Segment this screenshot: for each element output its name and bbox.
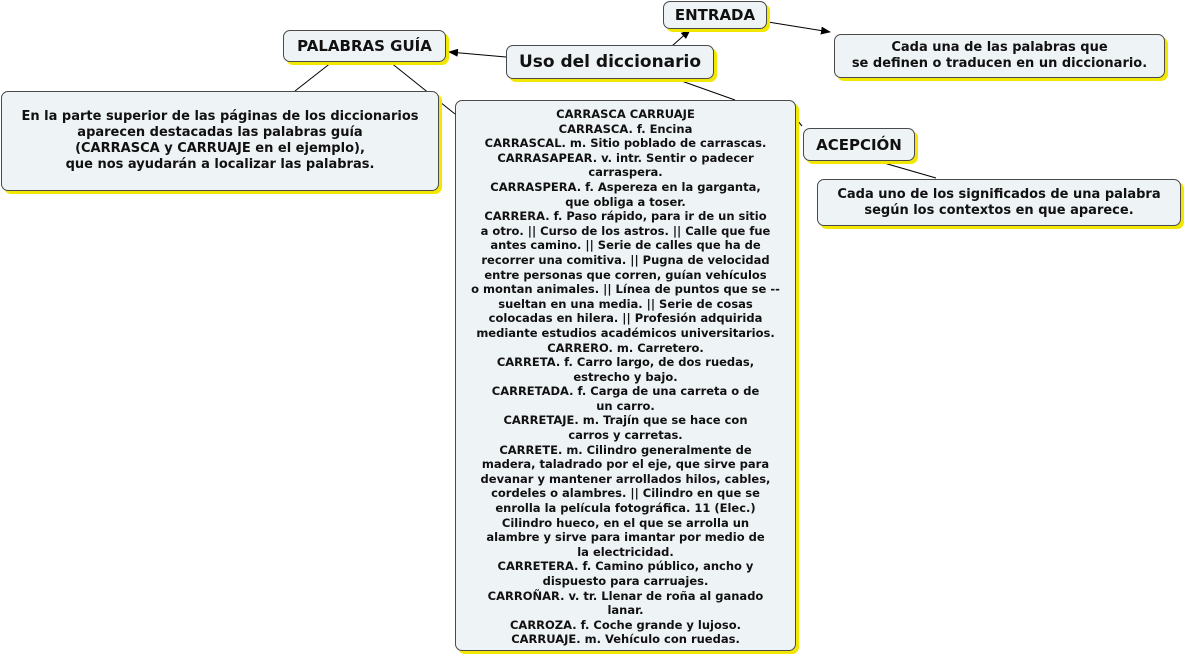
link-dict-acepcion: [797, 120, 802, 126]
center-concept-label: Uso del diccionario: [518, 52, 702, 72]
entrada-node[interactable]: [663, 1, 767, 29]
acepcion-description: [817, 179, 1181, 226]
link-acepcion-desc: [877, 161, 936, 178]
link-guia-desc: [295, 62, 332, 91]
palabras-guia-description: [1, 91, 439, 191]
palabras-guia-description-text: En la parte superior de las páginas de los diccionarios aparecen destacadas las palabras guía (CARRASCA y CARRUAJE en el ejemplo), que nos ayudarán a localizar las palabras.: [21, 109, 419, 172]
entrada-description-text: Cada una de las palabras que se definen o traducen en un diccionario.: [851, 40, 1148, 71]
link-center-entrada: [672, 30, 690, 46]
link-center-dict: [676, 79, 735, 100]
entrada-label: ENTRADA: [674, 6, 756, 24]
link-entrada-desc: [768, 22, 830, 32]
link-center-palabras-guia: [449, 52, 506, 57]
acepcion-description-text: Cada uno de los significados de una palabra según los contextos en que aparece.: [837, 186, 1161, 218]
palabras-guia-node[interactable]: [283, 30, 446, 62]
acepcion-label: ACEPCIÓN: [816, 135, 902, 154]
palabras-guia-label: PALABRAS GUÍA: [297, 37, 432, 55]
acepcion-node[interactable]: [803, 128, 915, 161]
dictionary-excerpt-text: CARRASCA CARRUAJE CARRASCA. f. Encina CARRASCAL. m. Sitio poblado de carrascas. CARRASAPEAR. v. intr. Sentir o padecer carraspera. CARRASPERA. f. Aspereza en la garganta, que obliga a toser. CARRERA. f. Paso rápido, para ir de un sitio a otro. || Curso de los astros. || Calle que fue antes camino. || Serie de calles que ha de recorrer una comitiva. || Pugna de velocidad entre personas que corren, guían vehículos o montan animales. || Línea de puntos que se -- sueltan en una media. || Serie de cosas colocadas en hilera. || Profesión adquirida mediante estudios académicos universitarios. CARRERO. m. Carretero. CARRETA. f. Carro largo, de dos ruedas, estrecho y bajo. CARRETADA. f. Carga de una carreta o de un carro. CARRETAJE. m. Trajín que se hace con carros y carretas. CARRETE. m. Cilindro generalmente de madera, taladrado por el eje, que sirve para devanar y mantener arrollados hilos, cables, cordeles o alambres. || Cilindro en que se enrolla la película fotográfica. 11 (Elec.) Cilindro hueco, en el que se arrolla un alambre y sirve para imantar por medio de la electricidad. CARRETERA. f. Camino público, ancho y dispuesto para carruajes. CARROÑAR. v. tr. Llenar de roña al ganado lanar. CARROZA. f. Coche grande y lujoso. CARRUAJE. m. Vehículo con ruedas.: [471, 107, 780, 647]
center-concept-node[interactable]: [506, 45, 714, 79]
dictionary-excerpt-box: [455, 100, 796, 651]
entrada-description: [834, 34, 1165, 78]
